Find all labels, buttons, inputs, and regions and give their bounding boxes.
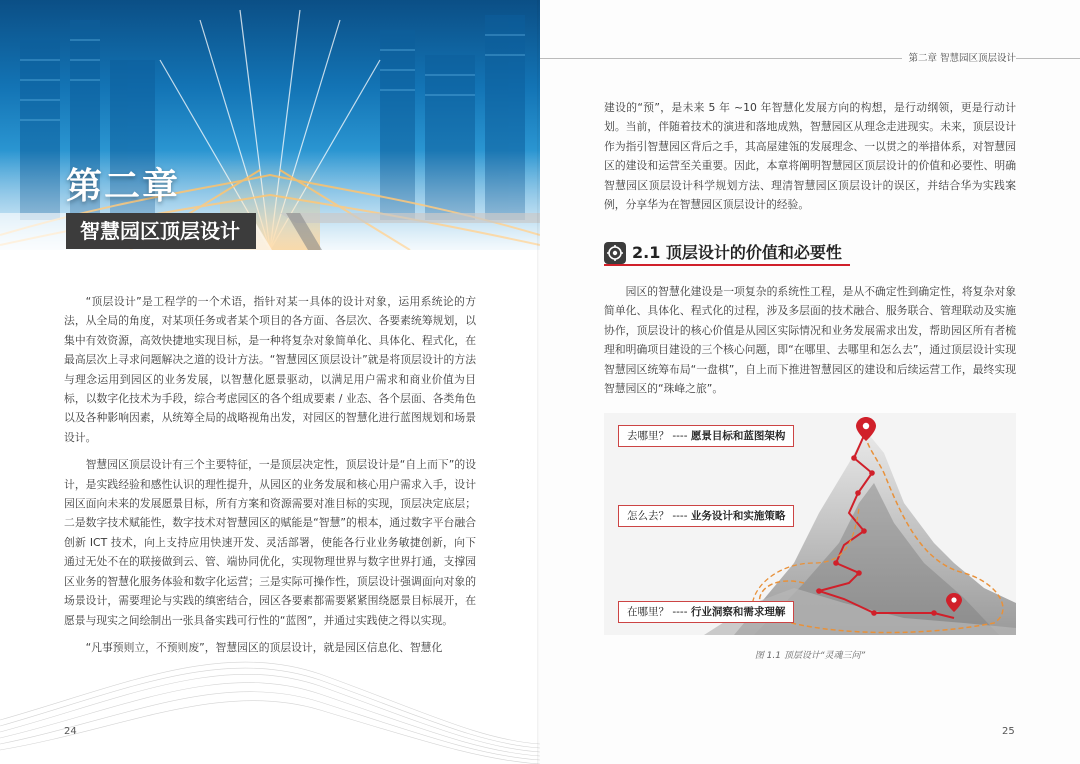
label-question: 在哪里？ bbox=[627, 606, 669, 618]
paragraph: “顶层设计”是工程学的一个术语，指针对某一具体的设计对象，运用系统论的方法，从全局的角度，对某项任务或者某个项目的各方面、各层次、各要素统筹规划，以集中有效资源，高效快捷地实现目标，是一种将复杂对象简单化、具体化、程式化，在最高层次上寻求问题解决之道的设计方法。“智慧园区顶层设计”就是将顶层设计的方法与理念运用到园区的业务发展，以智慧化愿景驱动，以满足用户需求和商业价值为目标，以数字化技术为手段，综合考虑园区的各个组成要素 / 业态、各个层面、各类角色以及各种影响因素，从统筹全局的战略视角出发，对园区的智慧化进行蓝图规划和场景设计。 bbox=[64, 295, 476, 444]
paragraph: “凡事预则立，不预则废”，智慧园区的顶层设计，就是园区信息化、智慧化 bbox=[85, 640, 443, 654]
running-header: 第二章 智慧园区顶层设计 bbox=[902, 50, 1016, 64]
section-title: 2.1 顶层设计的价值和必要性 bbox=[632, 243, 842, 262]
page-number-left: 24 bbox=[64, 726, 77, 737]
label-answer: 愿景目标和蓝图架构 bbox=[690, 430, 786, 442]
label-dash: ---- bbox=[672, 606, 688, 618]
gear-icon bbox=[604, 242, 626, 264]
page-number-right: 25 bbox=[1002, 726, 1015, 737]
figure-caption: 图 1.1 顶层设计“灵魂三问” bbox=[754, 651, 866, 661]
figure-label-how bbox=[618, 505, 794, 527]
chapter-title: 智慧园区顶层设计 bbox=[66, 213, 256, 249]
right-page bbox=[540, 0, 1080, 764]
section-body-text bbox=[604, 282, 1016, 398]
label-question: 怎么去？ bbox=[627, 510, 669, 522]
label-dash: ---- bbox=[672, 430, 688, 442]
mountain-figure bbox=[604, 413, 1016, 635]
figure-label-where-now bbox=[618, 601, 794, 623]
wave-line-decoration bbox=[0, 560, 540, 764]
paragraph: 智慧园区顶层设计有三个主要特征，一是顶层决定性，顶层设计是“自上而下”的设计，是实践经验和感性认识的理性提升，从园区的业务发展和核心用户需求入手，设计园区面向未来的发展愿景目标，所有方案和资源需要对准目标的实现，顶层决定底层；二是数字技术赋能性，数字技术对智慧园区的赋能是“智慧”的根本，通过数字平台融合创新 ICT 技术，向上支持应用快速开发、灵活部署，使能各行业业务敏捷创新，向下通过无处不在的联接做到云、管、端协同优化，实现物理世界与数字世界打通，支撑园区业务的智慧化服务体验和数字化运营；三是实际可操作性，顶层设计强调面向对象的场景设计，需要理论与实践的缜密结合，园区各要素都需要紧紧围绕愿景目标展开，在愿景与现实之间绘制出一张具备实践可行性的“蓝图”，并通过实践使之得以实现。 bbox=[64, 458, 476, 627]
label-answer: 业务设计和实施策略 bbox=[690, 510, 786, 522]
paragraph: 园区的智慧化建设是一项复杂的系统性工程，是从不确定性到确定性，将复杂对象简单化、具体化、程式化的过程，涉及多层面的技术融合、服务联合、管理联动及实施协作，顶层设计的核心价值是从园区实际情况和业务发展需求出发，帮助园区所有者梳理和明确项目建设的三个核心问题，即“在哪里、去哪里和怎么去”，通过顶层设计实现智慧园区统筹布局“一盘棋”，自上而下推进智慧园区的建设和后续运营工作，最终实现智慧园区的“珠峰之旅”。 bbox=[604, 285, 1016, 396]
section-underline bbox=[604, 264, 850, 266]
right-intro-text bbox=[604, 98, 1016, 214]
label-question: 去哪里？ bbox=[627, 430, 669, 442]
paragraph: 建设的“预”，是未来 5 年 ~10 年智慧化发展方向的构想，是行动纲领，更是行动计划。当前，伴随着技术的演进和落地成熟，智慧园区从理念走进现实。未来，顶层设计作为指引智慧园区背后之手，其高屋建瓴的发展理念、一以贯之的举措体系，对智慧园区的建设和运营至关重要。因此，本章将阐明智慧园区顶层设计的价值和必要性、明确智慧园区顶层设计科学规划方法、理清智慧园区顶层设计的误区，并结合华为实践案例，分享华为在智慧园区顶层设计的经验。 bbox=[604, 101, 1016, 212]
chapter-number: 第二章 bbox=[66, 166, 181, 207]
label-dash: ---- bbox=[672, 510, 688, 522]
figure-label-where-to bbox=[618, 425, 794, 447]
label-answer: 行业洞察和需求理解 bbox=[690, 606, 786, 618]
